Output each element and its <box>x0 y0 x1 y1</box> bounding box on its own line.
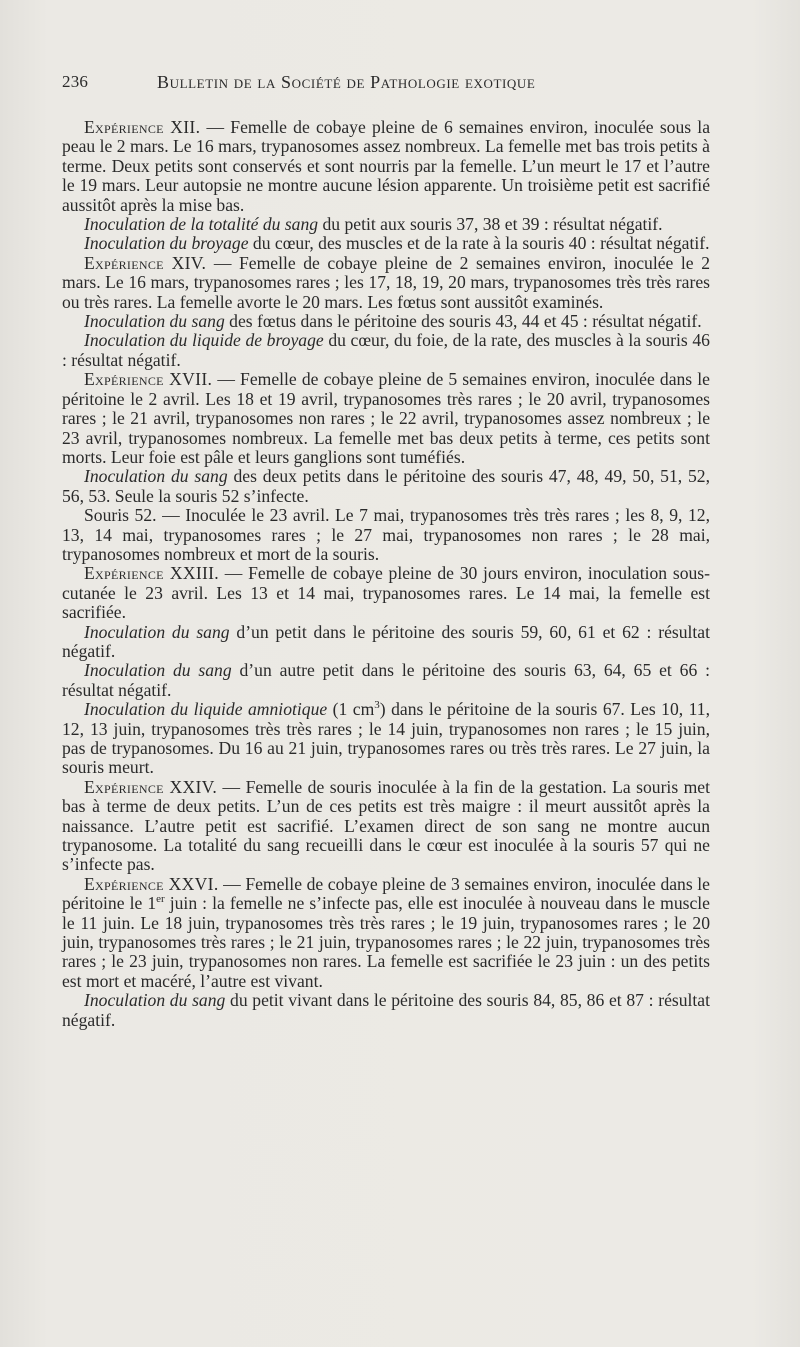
paragraph-text: du petit vivant dans le péritoine des souris 84, 85, 86 et 87 : résultat négatif. <box>62 990 710 1030</box>
inoculation-heading: Inoculation de la totalité du sang <box>84 214 319 235</box>
paragraph-text: juin : la femelle ne s’infecte pas, elle est inoculée à nouveau dans le muscle le 11 juin. Le 18 juin, trypanosomes très très rares ; le 19 juin, trypanosomes rares ; le 20 juin, trypanosomes très rares ; le 21 juin, trypanosomes rares ; le 22 juin, trypanosomes très rares ; le 23 juin, trypanosomes non rares. La femelle est sacrifiée le 23 juin : un des petits est mort et macéré, l’autre est vivant. <box>62 893 710 991</box>
paragraph <box>62 254 710 312</box>
paragraph-text: ) dans le péritoine de la souris 67. Les 10, 11, 12, 13 juin, trypanosomes très très rares ; le 14 juin, trypanosomes non rares ; le 15 juin, pas de trypanosomes. Du 16 au 21 juin, trypanosomes rares ou très très rares. Le 27 juin, la souris meurt. <box>62 699 710 778</box>
paragraph-text: des fœtus dans le péritoine des souris 43, 44 et 45 : résultat négatif. <box>224 311 702 332</box>
paragraph <box>62 234 710 253</box>
experiment-heading: Expérience XVII. <box>84 369 213 390</box>
paragraph <box>62 506 710 564</box>
paragraph-text: — Femelle de cobaye pleine de 5 semaines environ, inoculée dans le péritoine le 2 avril. Les 18 et 19 avril, trypanosomes très rares ; le 20 avril, trypanosomes rares ; le 21 avril, trypanosomes non rares ; le 22 avril, trypanosomes assez nombreux ; le 23 avril, trypanosomes nombreux. La femelle met bas deux petits à terme, ces petits sont morts. Leur foie est pâle et leurs ganglions sont tuméfiés. <box>62 369 710 467</box>
paragraph-text: Souris 52. — Inoculée le 23 avril. Le 7 mai, trypanosomes très très rares ; les 8, 9, 12, 13, 14 mai, trypanosomes rares ; le 27 mai, trypanosomes non rares ; le 28 mai, trypanosomes nombreux et mort de la souris. <box>62 505 710 564</box>
inoculation-heading: Inoculation du liquide de broyage <box>84 330 324 351</box>
experiment-heading: Expérience XXIII. <box>84 563 220 584</box>
paragraph-text: du petit aux souris 37, 38 et 39 : résultat négatif. <box>318 214 663 235</box>
paragraph <box>62 467 710 506</box>
paragraph <box>62 331 710 370</box>
article-body <box>62 118 710 1030</box>
paragraph <box>62 875 710 991</box>
experiment-heading: Expérience XXVI. <box>84 873 219 894</box>
paragraph-text: d’un petit dans le péritoine des souris 59, 60, 61 et 62 : résultat négatif. <box>62 621 710 661</box>
inoculation-heading: Inoculation du sang <box>84 311 225 332</box>
paragraph <box>62 312 710 331</box>
superscript: er <box>156 893 165 906</box>
paragraph <box>62 215 710 234</box>
experiment-heading: Expérience XIV. <box>84 252 207 273</box>
paragraph-text: — Femelle de cobaye pleine de 30 jours environ, inoculation sous-cutanée le 23 avril. Les 13 et 14 mai, trypanosomes rares. Le 14 mai, la femelle est sacrifiée. <box>62 563 711 623</box>
paragraph-text: du cœur, du foie, de la rate, des muscles à la souris 46 : résultat négatif. <box>62 330 710 370</box>
inoculation-heading: Inoculation du sang <box>84 990 226 1011</box>
paragraph <box>62 778 710 875</box>
paragraph <box>62 564 710 622</box>
inoculation-heading: Inoculation du sang <box>84 621 230 642</box>
experiment-heading: Expérience XII. <box>84 117 201 137</box>
page-number: 236 <box>62 72 89 91</box>
experiment-heading: Expérience XXIV. <box>84 776 218 797</box>
inoculation-heading: Inoculation du broyage <box>84 233 249 254</box>
paragraph-text: (1 cm <box>327 699 375 720</box>
running-title: Bulletin de la Société de Pathologie exotique <box>157 72 536 92</box>
paragraph-text: d’un autre petit dans le péritoine des souris 63, 64, 65 et 66 : résultat négatif. <box>62 660 710 700</box>
paragraph <box>62 623 710 662</box>
paragraph-text: des deux petits dans le péritoine des souris 47, 48, 49, 50, 51, 52, 56, 53. Seule la souris 52 s’infecte. <box>62 466 711 506</box>
superscript: 3 <box>374 699 380 712</box>
page-header <box>62 72 712 96</box>
inoculation-heading: Inoculation du liquide amniotique <box>84 699 328 720</box>
inoculation-heading: Inoculation du sang <box>84 660 232 681</box>
paragraph <box>62 370 710 467</box>
paragraph-text: — Femelle de cobaye pleine de 3 semaines environ, inoculée dans le péritoine le 1 <box>62 873 710 914</box>
paragraph <box>62 118 710 215</box>
paragraph-text: — Femelle de cobaye pleine de 6 semaines environ, inoculée sous la peau le 2 mars. Le 16 mars, trypanosomes assez nombreux. La femelle met bas trois petits à terme. Deux petits sont conservés et sont nourris par la femelle. L’un meurt le 17 et l’autre le 19 mars. Leur autopsie ne montre aucune lésion apparente. Un troisième petit est sacrifié aussitôt après la mise bas. <box>62 117 711 215</box>
paragraph <box>62 991 710 1030</box>
paragraph <box>62 700 710 778</box>
paragraph-text: — Femelle de cobaye pleine de 2 semaines environ, inoculée le 2 mars. Le 16 mars, trypanosomes rares ; les 17, 18, 19, 20 mars, trypanosomes très très rares ou très rares. La femelle avorte le 20 mars. Les fœtus sont aussitôt examinés. <box>62 252 710 312</box>
inoculation-heading: Inoculation du sang <box>84 466 228 487</box>
paragraph <box>62 661 710 700</box>
paragraph-text: du cœur, des muscles et de la rate à la souris 40 : résultat négatif. <box>248 233 710 254</box>
paragraph-text: — Femelle de souris inoculée à la fin de la gestation. La souris met bas à terme de deux petits. L’un de ces petits est très maigre : il meurt aussitôt après la naissance. L’autre petit est sacrifié. L’examen direct de son sang ne montre aucun trypanosome. La totalité du sang recueilli dans le cœur est inoculée à la souris 57 qui ne s’infecte pas. <box>62 776 710 875</box>
